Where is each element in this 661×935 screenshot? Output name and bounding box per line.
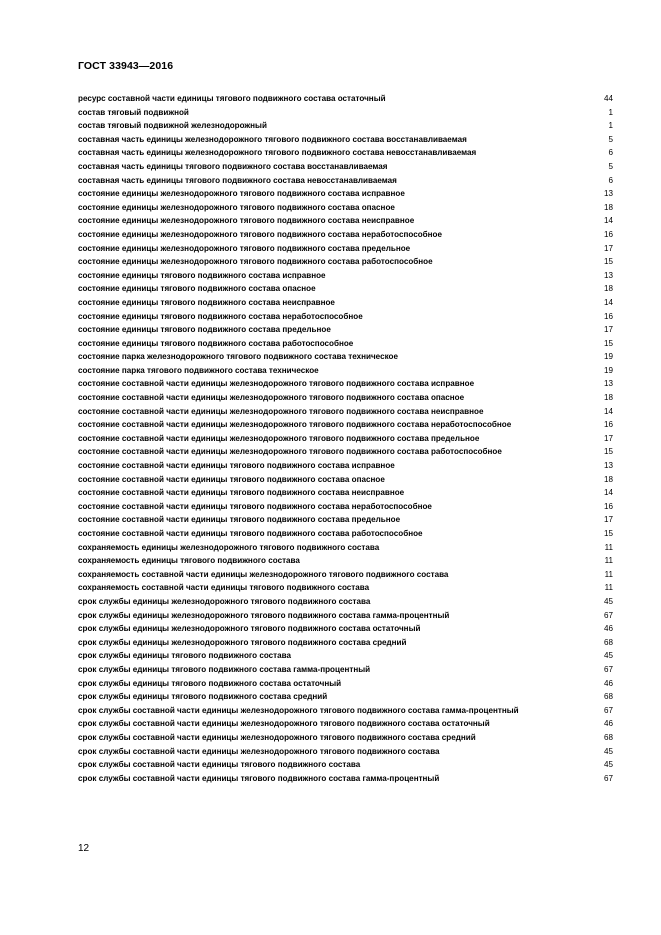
index-page-ref: 13 <box>603 461 613 471</box>
index-term: состояние составной части единицы тягового подвижного состава исправное <box>78 461 395 471</box>
index-term: срок службы единицы тягового подвижного состава средний <box>78 692 328 702</box>
index-term: срок службы единицы железнодорожного тягового подвижного состава гамма-процентный <box>78 610 450 620</box>
index-term: срок службы единицы железнодорожного тягового подвижного состава <box>78 596 371 606</box>
index-page-ref: 16 <box>603 311 613 321</box>
index-entry <box>78 745 613 759</box>
index-entry <box>78 255 613 269</box>
index-term: состояние составной части единицы железнодорожного тягового подвижного состава неработоспособное <box>78 420 512 430</box>
index-entry <box>78 106 613 120</box>
index-entry <box>78 323 613 337</box>
index-page-ref: 67 <box>603 610 613 620</box>
page-number: 12 <box>78 843 90 854</box>
index-page-ref: 18 <box>603 393 613 403</box>
index-page-ref: 13 <box>603 270 613 280</box>
index-term: срок службы составной части единицы железнодорожного тягового подвижного состава <box>78 746 440 756</box>
index-term: состояние составной части единицы железнодорожного тягового подвижного состава неисправное <box>78 406 484 416</box>
alphabetical-index <box>78 92 613 785</box>
index-entry <box>78 663 613 677</box>
index-entry <box>78 310 613 324</box>
index-term: состояние парка тягового подвижного состава техническое <box>78 365 319 375</box>
index-term: состояние парка железнодорожного тягового подвижного состава техническое <box>78 352 398 362</box>
index-term: состояние составной части единицы тягового подвижного состава неработоспособное <box>78 501 432 511</box>
index-term: срок службы составной части единицы тягового подвижного состава гамма-процентный <box>78 773 440 783</box>
index-term: состояние единицы железнодорожного тягового подвижного состава неисправное <box>78 216 415 226</box>
index-term: состояние единицы тягового подвижного состава исправное <box>78 270 326 280</box>
index-entry <box>78 595 613 609</box>
index-entry <box>78 377 613 391</box>
index-entry <box>78 690 613 704</box>
index-page-ref: 6 <box>608 175 613 185</box>
index-page-ref: 13 <box>603 189 613 199</box>
index-term: состав тяговый подвижной железнодорожный <box>78 121 267 131</box>
index-entry <box>78 568 613 582</box>
index-term: ресурс составной части единицы тягового подвижного состава остаточный <box>78 94 386 103</box>
index-page-ref: 11 <box>604 556 613 566</box>
index-entry <box>78 405 613 419</box>
index-term: состояние единицы железнодорожного тягового подвижного состава опасное <box>78 202 395 212</box>
index-entry <box>78 609 613 623</box>
index-page-ref: 19 <box>603 365 613 375</box>
index-entry <box>78 500 613 514</box>
index-entry <box>78 146 613 160</box>
index-page-ref: 19 <box>603 352 613 362</box>
index-page-ref: 14 <box>603 406 613 416</box>
index-page-ref: 16 <box>603 420 613 430</box>
index-term: сохраняемость единицы железнодорожного тягового подвижного состава <box>78 542 380 552</box>
index-page-ref: 14 <box>603 488 613 498</box>
index-entry <box>78 201 613 215</box>
index-page-ref: 15 <box>603 338 613 348</box>
index-term: состояние составной части единицы тягового подвижного состава предельное <box>78 515 401 525</box>
index-entry <box>78 119 613 133</box>
index-page-ref: 18 <box>603 202 613 212</box>
index-term: срок службы составной части единицы железнодорожного тягового подвижного состава средний <box>78 732 476 742</box>
index-page-ref: 67 <box>603 705 613 715</box>
index-entry <box>78 418 613 432</box>
index-entry <box>78 350 613 364</box>
index-term: состояние единицы железнодорожного тягового подвижного состава неработоспособное <box>78 229 443 239</box>
index-entry <box>78 391 613 405</box>
index-page-ref: 15 <box>603 447 613 457</box>
index-entry <box>78 704 613 718</box>
index-entry <box>78 92 613 106</box>
index-entry <box>78 174 613 188</box>
index-page-ref: 13 <box>603 379 613 389</box>
index-term: сохраняемость составной части единицы железнодорожного тягового подвижного состава <box>78 569 449 579</box>
index-term: состояние составной части единицы тягового подвижного состава опасное <box>78 474 385 484</box>
index-page-ref: 46 <box>603 719 613 729</box>
index-term: срок службы единицы тягового подвижного состава гамма-процентный <box>78 664 371 674</box>
index-entry <box>78 296 613 310</box>
index-page-ref: 16 <box>603 501 613 511</box>
index-page-ref: 45 <box>603 760 613 770</box>
index-page-ref: 5 <box>608 134 613 144</box>
index-entry <box>78 541 613 555</box>
index-page-ref: 11 <box>604 569 613 579</box>
index-entry <box>78 364 613 378</box>
index-term: срок службы единицы тягового подвижного состава остаточный <box>78 678 342 688</box>
index-page-ref: 46 <box>603 624 613 634</box>
index-page-ref: 17 <box>603 515 613 525</box>
index-term: сохраняемость единицы тягового подвижного состава <box>78 556 300 566</box>
index-entry <box>78 187 613 201</box>
index-entry <box>78 636 613 650</box>
index-page-ref: 11 <box>604 542 613 552</box>
index-entry <box>78 527 613 541</box>
index-entry <box>78 649 613 663</box>
index-page-ref: 15 <box>603 529 613 538</box>
index-term: состояние единицы тягового подвижного состава предельное <box>78 325 331 335</box>
index-entry <box>78 242 613 256</box>
document-header: ГОСТ 33943—2016 <box>78 60 174 72</box>
index-entry <box>78 160 613 174</box>
index-term: состояние составной части единицы железнодорожного тягового подвижного состава опасное <box>78 393 465 403</box>
index-term: составная часть единицы тягового подвижного состава восстанавливаемая <box>78 161 388 171</box>
index-page-ref: 44 <box>603 94 613 103</box>
index-entry <box>78 772 613 786</box>
index-entry <box>78 133 613 147</box>
index-entry <box>78 581 613 595</box>
index-page-ref: 6 <box>608 148 613 158</box>
index-entry <box>78 432 613 446</box>
index-page-ref: 14 <box>603 297 613 307</box>
index-term: срок службы составной части единицы тягового подвижного состава <box>78 760 361 770</box>
index-term: состояние составной части единицы железнодорожного тягового подвижного состава работоспособное <box>78 447 502 457</box>
index-entry <box>78 758 613 772</box>
index-term: состав тяговый подвижной <box>78 107 189 117</box>
index-page-ref: 68 <box>603 637 613 647</box>
index-entry <box>78 269 613 283</box>
index-term: состояние единицы тягового подвижного состава неработоспособное <box>78 311 363 321</box>
index-term: состояние единицы тягового подвижного состава работоспособное <box>78 338 354 348</box>
index-term: составная часть единицы тягового подвижного состава невосстанавливаемая <box>78 175 397 185</box>
index-entry <box>78 473 613 487</box>
index-term: состояние единицы железнодорожного тягового подвижного состава исправное <box>78 189 405 199</box>
index-page-ref: 68 <box>603 732 613 742</box>
index-page-ref: 45 <box>603 596 613 606</box>
index-page-ref: 1 <box>608 121 613 131</box>
index-term: срок службы составной части единицы железнодорожного тягового подвижного состава остаточный <box>78 719 490 729</box>
index-page-ref: 45 <box>603 651 613 661</box>
index-entry <box>78 228 613 242</box>
index-term: составная часть единицы железнодорожного тягового подвижного состава восстанавливаемая <box>78 134 467 144</box>
index-entry <box>78 513 613 527</box>
index-page-ref: 14 <box>603 216 613 226</box>
index-page-ref: 67 <box>603 664 613 674</box>
index-term: состояние единицы тягового подвижного состава неисправное <box>78 297 335 307</box>
index-entry <box>78 282 613 296</box>
index-entry <box>78 677 613 691</box>
index-term: состояние составной части единицы железнодорожного тягового подвижного состава предельное <box>78 433 480 443</box>
index-page-ref: 17 <box>603 243 613 253</box>
index-page-ref: 18 <box>603 284 613 294</box>
index-page-ref: 45 <box>603 746 613 756</box>
index-entry <box>78 622 613 636</box>
index-term: срок службы составной части единицы железнодорожного тягового подвижного состава гамма-процентный <box>78 705 519 715</box>
index-entry <box>78 554 613 568</box>
index-term: состояние составной части единицы железнодорожного тягового подвижного состава исправное <box>78 379 475 389</box>
index-term: составная часть единицы железнодорожного тягового подвижного состава невосстанавливаемая <box>78 148 477 158</box>
index-entry <box>78 486 613 500</box>
index-entry <box>78 717 613 731</box>
index-page-ref: 1 <box>608 107 613 117</box>
index-term: срок службы единицы железнодорожного тягового подвижного состава остаточный <box>78 624 421 634</box>
index-entry <box>78 445 613 459</box>
index-page-ref: 11 <box>604 583 613 593</box>
index-entry <box>78 459 613 473</box>
index-term: состояние составной части единицы тягового подвижного состава работоспособное <box>78 529 423 538</box>
index-page-ref: 18 <box>603 474 613 484</box>
index-term: состояние единицы железнодорожного тягового подвижного состава работоспособное <box>78 257 433 267</box>
index-term: срок службы единицы тягового подвижного состава <box>78 651 292 661</box>
index-entry <box>78 731 613 745</box>
index-term: состояние единицы тягового подвижного состава опасное <box>78 284 316 294</box>
index-term: состояние составной части единицы тягового подвижного состава неисправное <box>78 488 405 498</box>
index-entry <box>78 337 613 351</box>
index-page-ref: 16 <box>603 229 613 239</box>
index-page-ref: 68 <box>603 692 613 702</box>
index-term: сохраняемость составной части единицы тягового подвижного состава <box>78 583 370 593</box>
index-page-ref: 17 <box>603 325 613 335</box>
index-page-ref: 46 <box>603 678 613 688</box>
index-entry <box>78 214 613 228</box>
index-page-ref: 5 <box>608 161 613 171</box>
index-page-ref: 67 <box>603 773 613 783</box>
index-term: срок службы единицы железнодорожного тягового подвижного состава средний <box>78 637 407 647</box>
index-page-ref: 17 <box>603 433 613 443</box>
index-term: состояние единицы железнодорожного тягового подвижного состава предельное <box>78 243 411 253</box>
index-page-ref: 15 <box>603 257 613 267</box>
